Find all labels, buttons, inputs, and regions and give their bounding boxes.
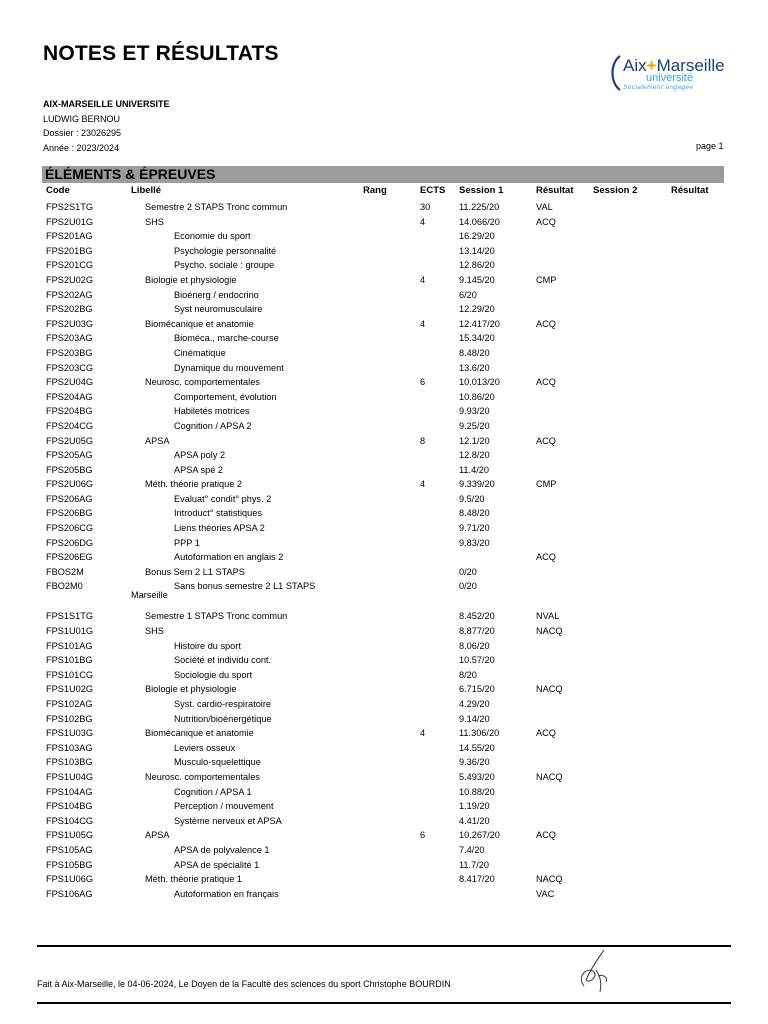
- cell-libelle: Psychologie personnalité: [174, 245, 277, 256]
- cell-code: FPS203BG: [46, 347, 93, 358]
- cell-code: FPS2U05G: [46, 435, 93, 446]
- table-row: [0, 887, 768, 902]
- cell-libelle: APSA poly 2: [174, 450, 226, 461]
- cell-libelle: Evaluat° condit° phys. 2: [174, 493, 272, 504]
- cell-libelle: Sociologie du sport: [174, 669, 253, 680]
- cell-code: FPS101CG: [46, 669, 93, 680]
- cell-libelle: Cinématique: [174, 347, 226, 358]
- cell-code: FPS105BG: [46, 859, 93, 870]
- table-row: [0, 273, 768, 288]
- cell-libelle: Semestre 1 STAPS Tronc commun: [145, 611, 288, 622]
- table-row: [0, 785, 768, 800]
- cell-session1: 9.339/20: [459, 479, 495, 490]
- cell-session1: 10.267/20: [459, 830, 500, 841]
- cell-libelle: Psycho. sociale : groupe: [174, 260, 275, 271]
- cell-code: FPS103AG: [46, 742, 93, 753]
- col-session1: Session 1: [459, 185, 504, 196]
- cell-session1: 8.417/20: [459, 874, 495, 885]
- cell-session1: 14.066/20: [459, 216, 500, 227]
- cell-session1: 12.86/20: [459, 260, 495, 271]
- cell-code: FPS206EG: [46, 552, 93, 563]
- cell-session1: 13.6/20: [459, 362, 490, 373]
- cell-session1: 10.88/20: [459, 786, 495, 797]
- cell-code: FPS206CG: [46, 523, 93, 534]
- table-row: [0, 726, 768, 741]
- cell-libelle: APSA: [145, 830, 170, 841]
- cell-session1: 0/20: [459, 566, 477, 577]
- cell-session1: 12.417/20: [459, 318, 500, 329]
- cell-code: FPS101AG: [46, 640, 93, 651]
- cell-session1: 6/20: [459, 289, 477, 300]
- cell-libelle: Biologie et physiologie: [145, 274, 237, 285]
- cell-libelle: Société et individu cont.: [174, 655, 272, 666]
- table-row: [0, 506, 768, 521]
- cell-libelle: APSA de spécialité 1: [174, 859, 260, 870]
- cell-code: FPS102BG: [46, 713, 93, 724]
- cell-code: FPS202BG: [46, 304, 93, 315]
- cell-session1: 12.29/20: [459, 304, 495, 315]
- table-row: [0, 609, 768, 624]
- table-row: [0, 258, 768, 273]
- cell-code: FPS1U01G: [46, 626, 93, 637]
- grades-table: [0, 200, 768, 901]
- cell-session1: 9.14/20: [459, 713, 490, 724]
- cell-ects: 4: [420, 274, 426, 285]
- cell-code: FPS206BG: [46, 508, 93, 519]
- university-name: AIX-MARSEILLE UNIVERSITE: [43, 99, 170, 109]
- table-row: [0, 448, 768, 463]
- cell-code: FPS1U02G: [46, 684, 93, 695]
- cell-session1: 8.452/20: [459, 611, 495, 622]
- cell-code: FPS203AG: [46, 333, 93, 344]
- cell-libelle: Sans bonus semestre 2 L1 STAPS: [174, 581, 316, 592]
- table-row: [0, 799, 768, 814]
- cell-libelle: Liens théories APSA 2: [174, 523, 265, 534]
- table-row: [0, 244, 768, 259]
- cell-code: FPS201CG: [46, 260, 93, 271]
- page-title: NOTES ET RÉSULTATS: [43, 42, 279, 65]
- cell-libelle: Bonus Sem 2 L1 STAPS: [145, 566, 245, 577]
- cell-libelle: Nutrition/bioénergétique: [174, 713, 272, 724]
- table-row: [0, 639, 768, 654]
- cell-session1: 11.225/20: [459, 202, 500, 212]
- table-row: [0, 550, 768, 565]
- table-row: [0, 492, 768, 507]
- cell-session1: 8.48/20: [459, 508, 490, 519]
- cell-code: FPS2U06G: [46, 479, 93, 490]
- table-row: [0, 565, 768, 580]
- table-row: [0, 288, 768, 303]
- cell-session1: 9.83/20: [459, 537, 490, 548]
- table-row: [0, 404, 768, 419]
- table-row: [0, 215, 768, 230]
- cell-code: FPS105AG: [46, 844, 93, 855]
- cell-libelle: APSA de polyvalence 1: [174, 844, 270, 855]
- logo-tagline: Socialement engagée: [623, 84, 694, 91]
- cell-session1: 10.57/20: [459, 655, 495, 666]
- table-row: [0, 712, 768, 727]
- cell-libelle: Neurosc. comportementales: [145, 377, 260, 388]
- cell-code: FPS202AG: [46, 289, 93, 300]
- cell-libelle: Semestre 2 STAPS Tronc commun: [145, 202, 288, 212]
- signature-icon: [570, 946, 620, 998]
- cell-libelle: APSA: [145, 435, 170, 446]
- cell-libelle: Méth. théorie pratique 1: [145, 874, 243, 885]
- table-row: [0, 624, 768, 639]
- table-row: [0, 579, 768, 601]
- section-title: ÉLÉMENTS & ÉPREUVES: [45, 166, 216, 182]
- cell-libelle: Neurosc. comportementales: [145, 771, 260, 782]
- table-row: [0, 521, 768, 536]
- cell-session1: 6.715/20: [459, 684, 495, 695]
- student-name: LUDWIG BERNOU: [43, 113, 121, 124]
- cell-resultat1: NACQ: [536, 626, 563, 637]
- cell-session1: 4.29/20: [459, 699, 490, 709]
- cell-session1: 9.145/20: [459, 274, 495, 285]
- cell-session1: 15.34/20: [459, 333, 495, 344]
- footer-text: Fait à Aix-Marseille, le 04-06-2024, Le Doyen de la Faculté des sciences du sport Christophe BOURDIN: [37, 979, 451, 989]
- cell-session1: 0/20: [459, 581, 477, 592]
- cell-libelle: Autoformation en anglais 2: [174, 552, 284, 563]
- cell-session1: 11.7/20: [459, 859, 489, 870]
- table-row: [0, 755, 768, 770]
- col-resultat1: Résultat: [536, 185, 574, 196]
- table-row: [0, 741, 768, 756]
- dossier-number: Dossier : 23026295: [43, 128, 122, 139]
- table-row: [0, 858, 768, 873]
- cell-ects: 4: [420, 479, 426, 490]
- table-row: [0, 346, 768, 361]
- cell-resultat1: ACQ: [536, 435, 556, 446]
- table-row: [0, 361, 768, 376]
- cell-resultat1: VAL: [536, 202, 553, 212]
- university-logo: [606, 53, 726, 97]
- cell-libelle: Cognition / APSA 1: [174, 786, 252, 797]
- cell-session1: 5.493/20: [459, 771, 495, 782]
- col-resultat2: Résultat: [671, 185, 709, 196]
- cell-resultat1: NACQ: [536, 771, 563, 782]
- page-number: page 1: [696, 141, 724, 151]
- cell-resultat1: CMP: [536, 274, 557, 285]
- cell-code: FPS104AG: [46, 786, 93, 797]
- cell-code: FPS101BG: [46, 655, 93, 666]
- cell-code: FPS1U03G: [46, 728, 93, 739]
- col-rang: Rang: [363, 185, 387, 196]
- cell-ects: 4: [420, 728, 426, 739]
- cell-session1: 10.013/20: [459, 377, 500, 388]
- cell-code: FPS1U06G: [46, 874, 93, 885]
- cell-code: FPS1U05G: [46, 830, 93, 841]
- cell-code: FPS1S1TG: [46, 611, 93, 622]
- cell-libelle: Economie du sport: [174, 231, 251, 242]
- cell-session1: 8.06/20: [459, 640, 490, 651]
- cell-code: FPS2U04G: [46, 377, 93, 388]
- col-code: Code: [46, 185, 70, 196]
- cell-libelle: Biomécanique et anatomie: [145, 318, 254, 329]
- table-row: [0, 843, 768, 858]
- logo-subtitle: université: [646, 72, 694, 84]
- cell-code: FPS206DG: [46, 537, 93, 548]
- cell-code: FPS204BG: [46, 406, 93, 417]
- table-row: [0, 463, 768, 478]
- col-ects: ECTS: [420, 185, 446, 196]
- cell-code: FPS204CG: [46, 420, 93, 431]
- cell-libelle: Syst. cardio-respiratoire: [174, 699, 272, 709]
- cell-session1: 8/20: [459, 669, 477, 680]
- cell-code: FPS2U02G: [46, 274, 93, 285]
- cell-code: FPS103BG: [46, 757, 93, 768]
- cell-libelle: Méth. théorie pratique 2: [145, 479, 243, 490]
- cell-ects: 6: [420, 377, 426, 388]
- table-row: [0, 814, 768, 829]
- cell-resultat1: ACQ: [536, 216, 556, 227]
- cell-libelle: Biologie et physiologie: [145, 684, 237, 695]
- cell-session1: 9.93/20: [459, 406, 490, 417]
- cell-libelle: Cognition / APSA 2: [174, 420, 252, 431]
- cell-session1: 12.1/20: [459, 435, 490, 446]
- cell-session1: 9.71/20: [459, 523, 490, 534]
- cell-libelle: APSA spé 2: [174, 464, 224, 475]
- cell-code: FPS206AG: [46, 493, 93, 504]
- cell-libelle-continued: Marseille: [131, 590, 168, 601]
- cell-resultat1: NVAL: [536, 611, 560, 622]
- cell-code: FPS2U01G: [46, 216, 93, 227]
- cell-code: FPS102AG: [46, 699, 93, 709]
- table-row: [0, 770, 768, 785]
- table-row: [0, 536, 768, 551]
- table-row: [0, 828, 768, 843]
- cell-resultat1: NACQ: [536, 684, 563, 695]
- table-row: [0, 668, 768, 683]
- logo-arc-icon: [608, 55, 622, 91]
- table-row: [0, 200, 768, 215]
- cell-code: FPS106AG: [46, 888, 93, 899]
- cell-libelle: Histoire du sport: [174, 640, 241, 651]
- cell-ects: 4: [420, 216, 426, 227]
- cell-resultat1: VAC: [536, 888, 555, 899]
- cell-resultat1: ACQ: [536, 830, 556, 841]
- cell-code: FPS205BG: [46, 464, 93, 475]
- academic-year: Année : 2023/2024: [43, 142, 120, 153]
- cell-code: FPS104CG: [46, 815, 93, 826]
- cell-libelle: SHS: [145, 216, 164, 227]
- cell-libelle: Biomécanique et anatomie: [145, 728, 254, 739]
- student-info: [43, 97, 170, 155]
- cell-code: FPS104BG: [46, 801, 93, 812]
- cell-libelle: Introduct° statistiques: [174, 508, 262, 519]
- cell-libelle: Comportement, évolution: [174, 391, 277, 402]
- table-row: [0, 229, 768, 244]
- cell-code: FBOS2M: [46, 566, 84, 577]
- cell-session1: 1.19/20: [459, 801, 490, 812]
- cell-session1: 10.86/20: [459, 391, 495, 402]
- cell-session1: 9.25/20: [459, 420, 490, 431]
- cell-session1: 9.36/20: [459, 757, 490, 768]
- cell-code: FPS201BG: [46, 245, 93, 256]
- cell-libelle: SHS: [145, 626, 164, 637]
- cell-session1: 11.4/20: [459, 464, 489, 475]
- cell-libelle: Habiletés motrices: [174, 406, 250, 417]
- cell-libelle: Bioméca., marche-course: [174, 333, 279, 344]
- cell-resultat1: CMP: [536, 479, 557, 490]
- cell-libelle: Leviers osseux: [174, 742, 236, 753]
- cell-libelle: Musculo-squelettique: [174, 757, 261, 768]
- cell-resultat1: ACQ: [536, 728, 556, 739]
- table-row: [0, 390, 768, 405]
- table-header: [0, 185, 768, 199]
- cell-resultat1: ACQ: [536, 318, 556, 329]
- table-row: [0, 419, 768, 434]
- cell-session1: 14.55/20: [459, 742, 495, 753]
- cell-code: FPS1U04G: [46, 771, 93, 782]
- cell-resultat1: NACQ: [536, 874, 563, 885]
- table-row: [0, 434, 768, 449]
- footer-divider-top: [37, 945, 731, 947]
- cell-libelle: Syst neuromusculaire: [174, 304, 263, 315]
- cell-session1: 11.306/20: [459, 728, 500, 739]
- table-row: [0, 331, 768, 346]
- cell-libelle: Dynamique du mouvement: [174, 362, 284, 373]
- cell-libelle: Autoformation en français: [174, 888, 279, 899]
- cell-ects: 30: [420, 202, 431, 212]
- cell-session1: 9.5/20: [459, 493, 485, 504]
- cell-code: FPS205AG: [46, 450, 93, 461]
- cell-session1: 16.29/20: [459, 231, 495, 242]
- cell-code: FPS2U03G: [46, 318, 93, 329]
- table-row: [0, 653, 768, 668]
- cell-session1: 12.8/20: [459, 450, 490, 461]
- cell-libelle: Système nerveux et APSA: [174, 815, 282, 826]
- cell-libelle: PPP 1: [174, 537, 200, 548]
- cell-session1: 8.48/20: [459, 347, 490, 358]
- cell-libelle: Perception / mouvement: [174, 801, 274, 812]
- section-header: [42, 166, 724, 183]
- col-libelle: Libellé: [131, 185, 162, 196]
- table-row: [0, 872, 768, 887]
- logo-name: Aix+Marseille: [623, 56, 725, 75]
- table-row: [0, 697, 768, 712]
- cell-session1: 13.14/20: [459, 245, 495, 256]
- table-row: [0, 477, 768, 492]
- footer-divider-bottom: [37, 1002, 731, 1004]
- cell-code: FPS201AG: [46, 231, 93, 242]
- cell-ects: 6: [420, 830, 426, 841]
- cell-session1: 7.4/20: [459, 844, 485, 855]
- col-session2: Session 2: [593, 185, 638, 196]
- cell-resultat1: ACQ: [536, 552, 556, 563]
- cell-resultat1: ACQ: [536, 377, 556, 388]
- cell-code: FPS204AG: [46, 391, 93, 402]
- cell-libelle: Bioénerg / endocrino: [174, 289, 259, 300]
- table-row: [0, 375, 768, 390]
- cell-session1: 8.877/20: [459, 626, 495, 637]
- table-row: [0, 317, 768, 332]
- table-row: [0, 682, 768, 697]
- cell-ects: 4: [420, 318, 426, 329]
- cell-ects: 8: [420, 435, 426, 446]
- cell-code: FPS203CG: [46, 362, 93, 373]
- table-row: [0, 302, 768, 317]
- cell-code: FBO2M0: [46, 581, 83, 592]
- cell-code: FPS2S1TG: [46, 202, 93, 212]
- cell-session1: 4.41/20: [459, 815, 490, 826]
